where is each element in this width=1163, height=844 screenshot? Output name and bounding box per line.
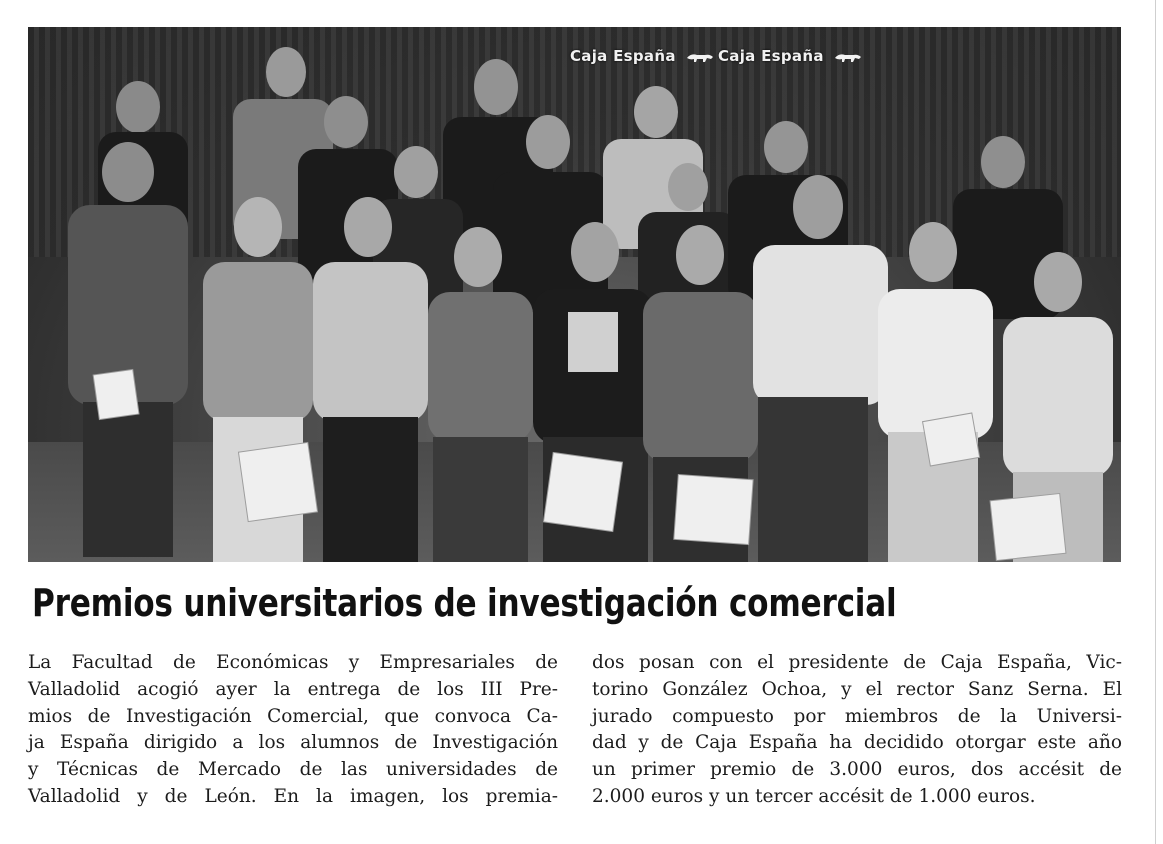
body-line: Valladolid y de León. En la imagen, los premia- [28, 785, 558, 807]
news-photo [28, 27, 1121, 562]
body-line: y Técnicas de Mercado de las universidades de [28, 759, 558, 781]
logo-text: Caja España [570, 47, 676, 65]
body-line: Valladolid acogió ayer la entrega de los III Pre- [28, 678, 558, 700]
article-body-right-column [592, 650, 1122, 811]
body-line: dos posan con el presidente de Caja España, Vic- [592, 652, 1122, 673]
body-line: mios de Investigación Comercial, que convoca Ca- [28, 705, 558, 727]
body-line: dad y de Caja España ha decidido otorgar este año [592, 732, 1122, 754]
body-line: un primer premio de 3.000 euros, dos accésit de [592, 759, 1122, 781]
body-line: ja España dirigido a los alumnos de Investigación [28, 732, 558, 754]
group-of-people [28, 27, 1121, 562]
body-line: 2.000 euros y un tercer accésit de 1.000 euros. [592, 785, 1036, 807]
body-line: torino González Ochoa, y el rector Sanz Serna. El [592, 678, 1122, 700]
logo-text: Caja España [718, 47, 824, 65]
article-body-left-column [28, 650, 558, 811]
page-edge-rule [1155, 0, 1156, 844]
article-headline: Premios universitarios de investigación comercial [32, 581, 897, 625]
body-line: La Facultad de Económicas y Empresariales de [28, 652, 558, 673]
body-line: jurado compuesto por miembros de la Universi- [592, 705, 1122, 727]
